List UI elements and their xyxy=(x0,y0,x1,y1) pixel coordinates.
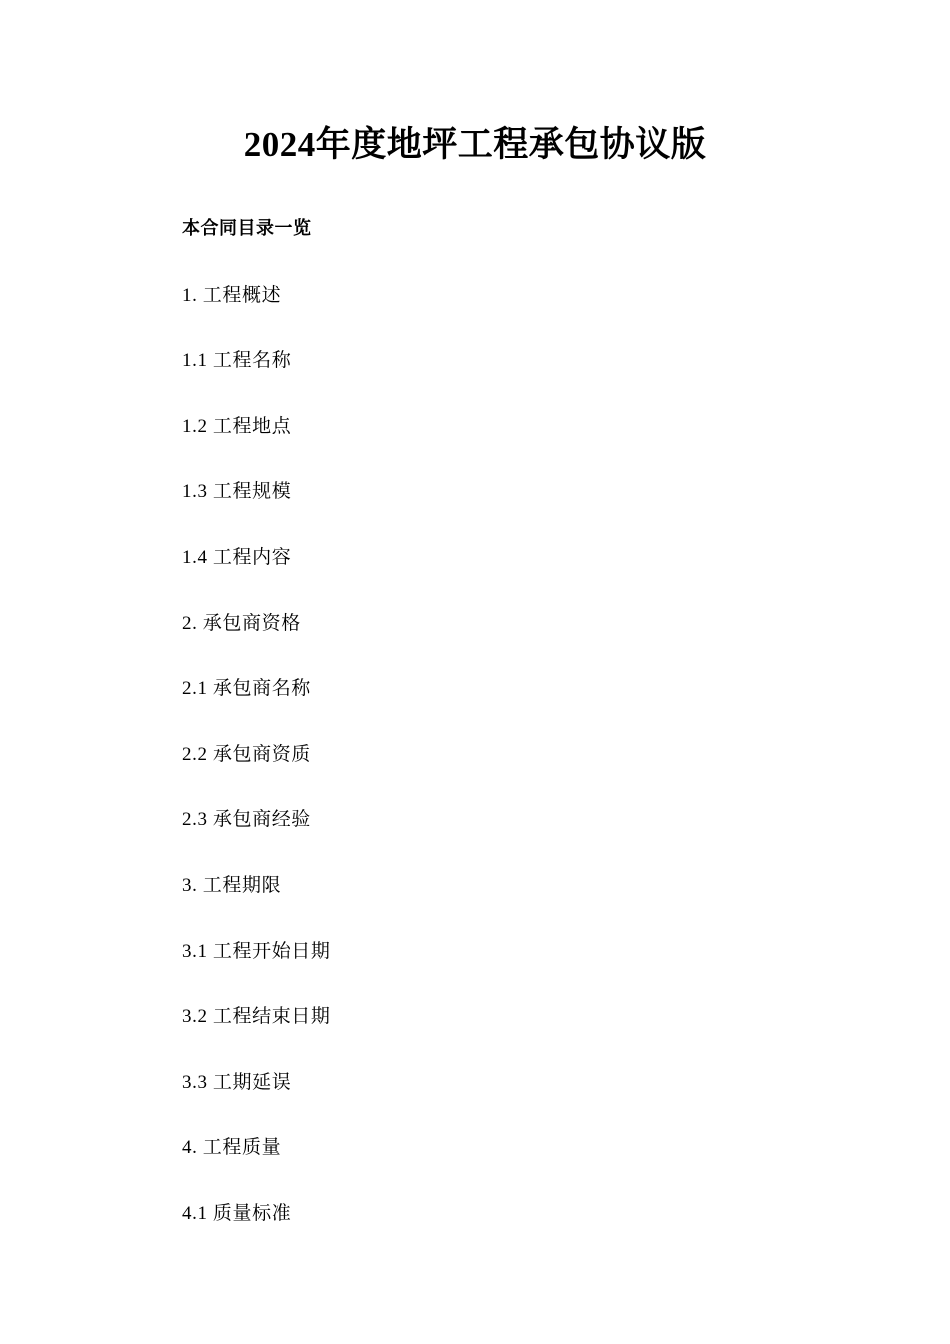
list-item: 3.3 工期延误 xyxy=(182,1071,292,1093)
list-item: 1.1 工程名称 xyxy=(182,350,292,372)
toc-heading: 本合同目录一览 xyxy=(182,217,312,238)
list-item: 3.1 工程开始日期 xyxy=(182,940,331,962)
list-item: 4. 工程质量 xyxy=(182,1137,282,1159)
list-item: 1.2 工程地点 xyxy=(182,415,292,437)
toc-list xyxy=(182,283,768,1228)
list-item: 2.2 承包商资质 xyxy=(182,743,311,765)
list-item: 1. 工程概述 xyxy=(182,284,282,306)
list-item: 2. 承包商资格 xyxy=(182,612,301,634)
list-item: 2.3 承包商经验 xyxy=(182,809,311,831)
list-item: 1.3 工程规模 xyxy=(182,481,292,503)
list-item: 4.1 质量标准 xyxy=(182,1203,292,1224)
list-item: 3. 工程期限 xyxy=(182,875,282,897)
list-item: 1.4 工程内容 xyxy=(182,547,292,569)
list-item: 3.2 工程结束日期 xyxy=(182,1006,331,1028)
page-title: 2024年度地坪工程承包协议版 xyxy=(243,125,707,164)
list-item: 2.1 承包商名称 xyxy=(182,678,311,700)
